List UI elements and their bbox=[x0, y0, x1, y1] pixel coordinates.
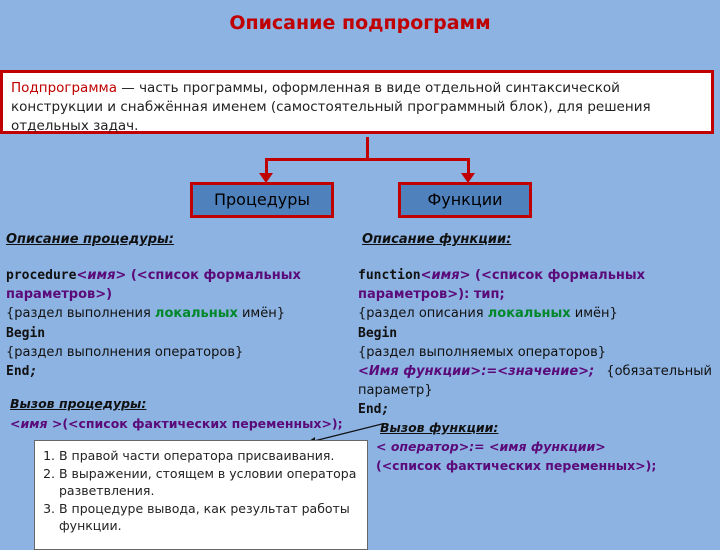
function-ops: {раздел выполняемых операторов} bbox=[358, 344, 607, 360]
list-item: 3. В процедуре вывода, как результат работы функции. bbox=[59, 500, 361, 535]
function-local-pre: {раздел описания bbox=[358, 306, 488, 322]
end-semicolon: ; bbox=[381, 402, 390, 418]
function-mandatory: {обязательный bbox=[606, 364, 712, 380]
keyword-function: function bbox=[358, 268, 421, 283]
list-item: 2. В выражении, стоящем в условии оператора разветвления. bbox=[59, 465, 361, 500]
end-semicolon: ; bbox=[29, 364, 38, 380]
functions-box: Функции bbox=[398, 182, 532, 218]
connector-right bbox=[467, 158, 470, 174]
function-call bbox=[376, 437, 656, 475]
function-assign: <Имя функции>:=<значение>; bbox=[358, 364, 595, 380]
definition-box bbox=[0, 70, 714, 134]
keyword-begin: Begin bbox=[358, 325, 398, 341]
procedure-local-post: имён} bbox=[237, 306, 286, 322]
procedure-call-heading: Вызов процедуры: bbox=[10, 396, 147, 411]
keyword-end: End bbox=[358, 402, 382, 418]
function-local-post: имён} bbox=[570, 306, 618, 322]
function-name: <имя> bbox=[420, 268, 471, 283]
list-item: 1. В правой части оператора присваивания. bbox=[59, 447, 361, 465]
function-call-line1: < оператор>:= <имя функции> bbox=[376, 439, 606, 454]
procedure-call bbox=[10, 414, 343, 433]
function-local-word: локальных bbox=[487, 306, 571, 322]
function-call-line2: (<список фактических переменных>); bbox=[376, 458, 657, 473]
keyword-procedure: procedure bbox=[6, 268, 77, 283]
page-title: Описание подпрограмм bbox=[229, 12, 491, 34]
procedure-heading: Описание процедуры: bbox=[6, 232, 174, 247]
procedure-name: <имя> bbox=[76, 268, 127, 283]
usage-list-box bbox=[34, 440, 368, 550]
procedures-box: Процедуры bbox=[190, 182, 334, 218]
definition-text: — часть программы, оформленная в виде отдельной синтаксической конструкции и снабжённая именем (самостоятельный программный блок), для решения отдельных задач. bbox=[11, 80, 651, 134]
procedure-params: (<список формальных параметров>) bbox=[6, 268, 301, 303]
keyword-begin: Begin bbox=[6, 325, 46, 341]
definition-term: Подпрограмма bbox=[11, 80, 117, 96]
function-heading: Описание функции: bbox=[362, 232, 512, 247]
connector-left bbox=[265, 158, 268, 174]
function-params: (<список формальных параметров>): тип; bbox=[358, 268, 646, 303]
function-param: параметр} bbox=[358, 383, 433, 399]
procedure-local-pre: {раздел выполнения bbox=[6, 306, 155, 322]
procedure-call-name: <имя > bbox=[10, 416, 63, 431]
procedure-call-args: (<список фактических переменных>); bbox=[62, 416, 343, 431]
keyword-end: End bbox=[6, 364, 30, 380]
procedure-ops: {раздел выполнения операторов} bbox=[6, 344, 244, 360]
function-syntax bbox=[358, 266, 716, 420]
usage-list bbox=[45, 447, 361, 535]
procedure-local-word: локальных bbox=[154, 306, 238, 322]
function-call-heading: Вызов функции: bbox=[380, 420, 499, 435]
procedure-syntax bbox=[6, 266, 351, 381]
connector-bar bbox=[265, 158, 470, 161]
